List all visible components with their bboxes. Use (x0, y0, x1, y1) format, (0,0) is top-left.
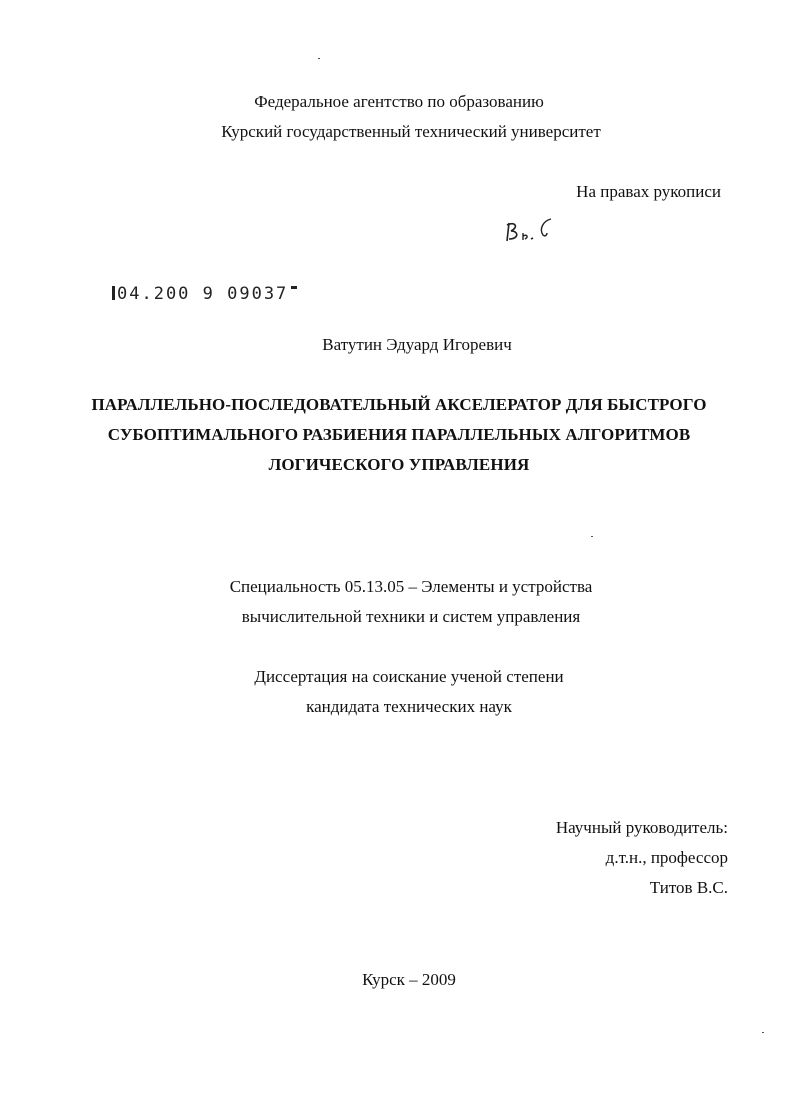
supervisor-degree: д.т.н., профессор (605, 848, 728, 867)
title-line-3: ЛОГИЧЕСКОГО УПРАВЛЕНИЯ (268, 455, 530, 474)
city-year: Курск – 2009 (362, 970, 456, 989)
title-line-2: СУБОПТИМАЛЬНОГО РАЗБИЕНИЯ ПАРАЛЛЕЛЬНЫХ АЛГОРИТМОВ (107, 425, 691, 444)
stamp-bar (112, 286, 115, 300)
title-line-1: ПАРАЛЛЕЛЬНО-ПОСЛЕДОВАТЕЛЬНЫЙ АКСЕЛЕРАТОР ДЛЯ БЫСТРОГО (91, 395, 707, 414)
stamp-mark (291, 286, 297, 289)
registration-stamp (112, 284, 297, 304)
agency-name: Федеральное агентство по образованию (254, 92, 544, 111)
supervisor-label: Научный руководитель: (555, 818, 728, 837)
specialty-line-1: Специальность 05.13.05 – Элементы и устройства (229, 577, 593, 596)
specialty-line-2: вычислительной техники и систем управления (241, 607, 581, 626)
university-name: Курский государственный технический университет (221, 122, 601, 141)
scan-speck (762, 1032, 764, 1033)
author-name: Ватутин Эдуард Игоревич (322, 335, 512, 354)
supervisor-name: Титов В.С. (649, 878, 728, 897)
dissertation-line-2: кандидата технических наук (306, 697, 512, 716)
dissertation-line-1: Диссертация на соискание ученой степени (254, 667, 564, 686)
rights-note: На правах рукописи (576, 182, 721, 201)
scan-speck (318, 58, 320, 59)
registration-number: 04.200 9 09037 (117, 284, 289, 304)
scan-speck (591, 536, 593, 537)
handwritten-signature (505, 215, 555, 245)
